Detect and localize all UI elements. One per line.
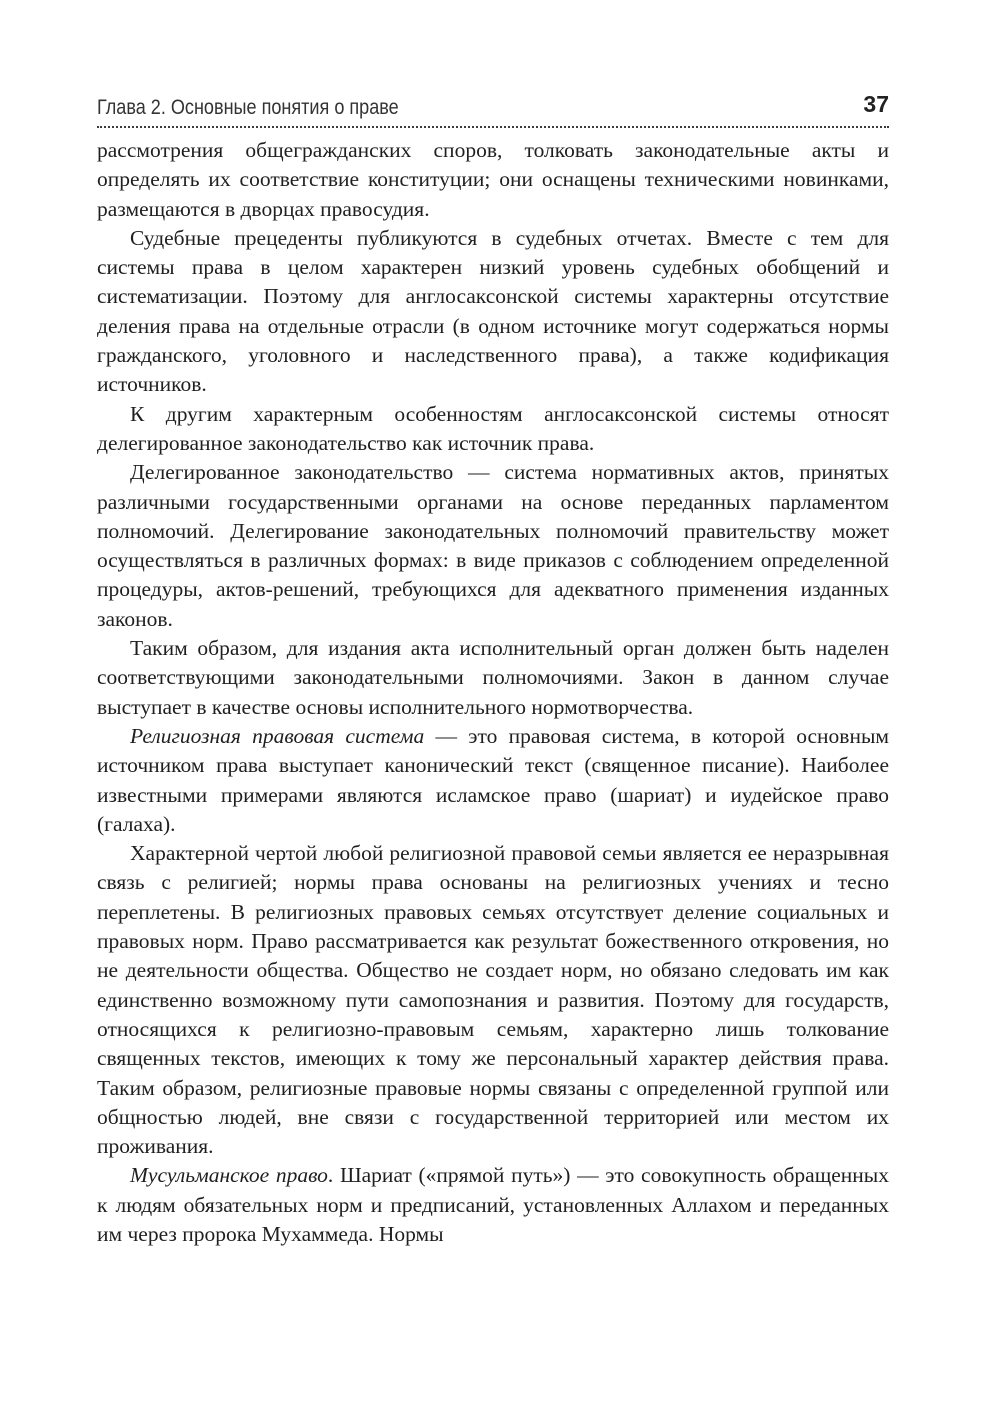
book-page: [97, 86, 889, 1249]
body-text: [97, 136, 889, 1249]
running-header: [97, 86, 889, 128]
paragraph-text: Закон в данном случае выступает в качестве основы исполнительного нормотворчества.: [97, 665, 890, 719]
paragraph: Характерной чертой любой религиозной правовой семьи является ее неразрывная связь с религией; нормы права основаны на религиозных учениях и тесно переплетены. В религиозных правовых семьях отсутствует деление социальных и правовых норм. Право рассматривается как результат божественного откровения, но не деятельности общества. Общество не создает норм, но обязано следовать им как единственно возможному пути самопознания и развития. Поэтому для государств, относящихся к религиозно-правовым семьям, характерно лишь толкование священных текстов, имеющих к тому же персональный характер действия права. Таким образом, религиозные правовые нормы связаны с определенной группой или общностью людей, вне связи с государственной территорией или местом их проживания.: [97, 841, 889, 1159]
chapter-title: Глава 2. Основные понятия о праве: [97, 96, 399, 119]
term-religious-legal-system: Религиозная правовая система: [130, 723, 425, 748]
paragraph: Делегированное законодательство — система нормативных актов, принятых различными государственными органами на основе переданных парламентом полномочий. Делегирование законодательных полномочий правительству может осуществляться в различных формах: в виде приказов с соблюдением определенной процедуры, актов-решений, требующихся для адекватного применения изданных законов.: [97, 460, 889, 631]
paragraph: [97, 722, 889, 839]
page-number: 37: [863, 91, 889, 117]
paragraph-text: Таким образом, для издания акта исполнительный орган должен быть наделен соответствующими законодательными полномочиями.: [97, 636, 889, 690]
paragraph: [97, 634, 889, 722]
paragraph: рассмотрения общегражданских споров, толковать законодательные акты и определять их соответствие конституции; они оснащены техническими новинками, размещаются в дворцах правосудия.: [97, 138, 889, 221]
paragraph: Судебные прецеденты публикуются в судебных отчетах. Вместе с тем для системы права в целом характерен низкий уровень судебных обобщений и систематизации. Поэтому для англосаксонской системы характерны отсутствие деления права на отдельные отрасли (в одном источнике могут содержаться нормы гражданского, уголовного и наследственного права), а также кодификация источников.: [97, 225, 889, 397]
paragraph: К другим характерным особенностям англосаксонской системы относят делегированное законодательство как источник права.: [97, 401, 889, 455]
term-muslim-law: Мусульманское право: [130, 1163, 328, 1188]
paragraph: [97, 1161, 889, 1249]
paragraph-text: — это правовая система, в которой основным источником права выступает канонический текст (священное писание). Наиболее известными примерами являются исламское право (шариат) и иудейское право (галаха).: [97, 723, 890, 836]
paragraph-text: . Шариат («прямой путь») — это совокупность обращенных к людям обязательных норм и предписаний, установленных Аллахом и переданных им через пророка Мухаммеда. Нормы: [97, 1163, 889, 1246]
